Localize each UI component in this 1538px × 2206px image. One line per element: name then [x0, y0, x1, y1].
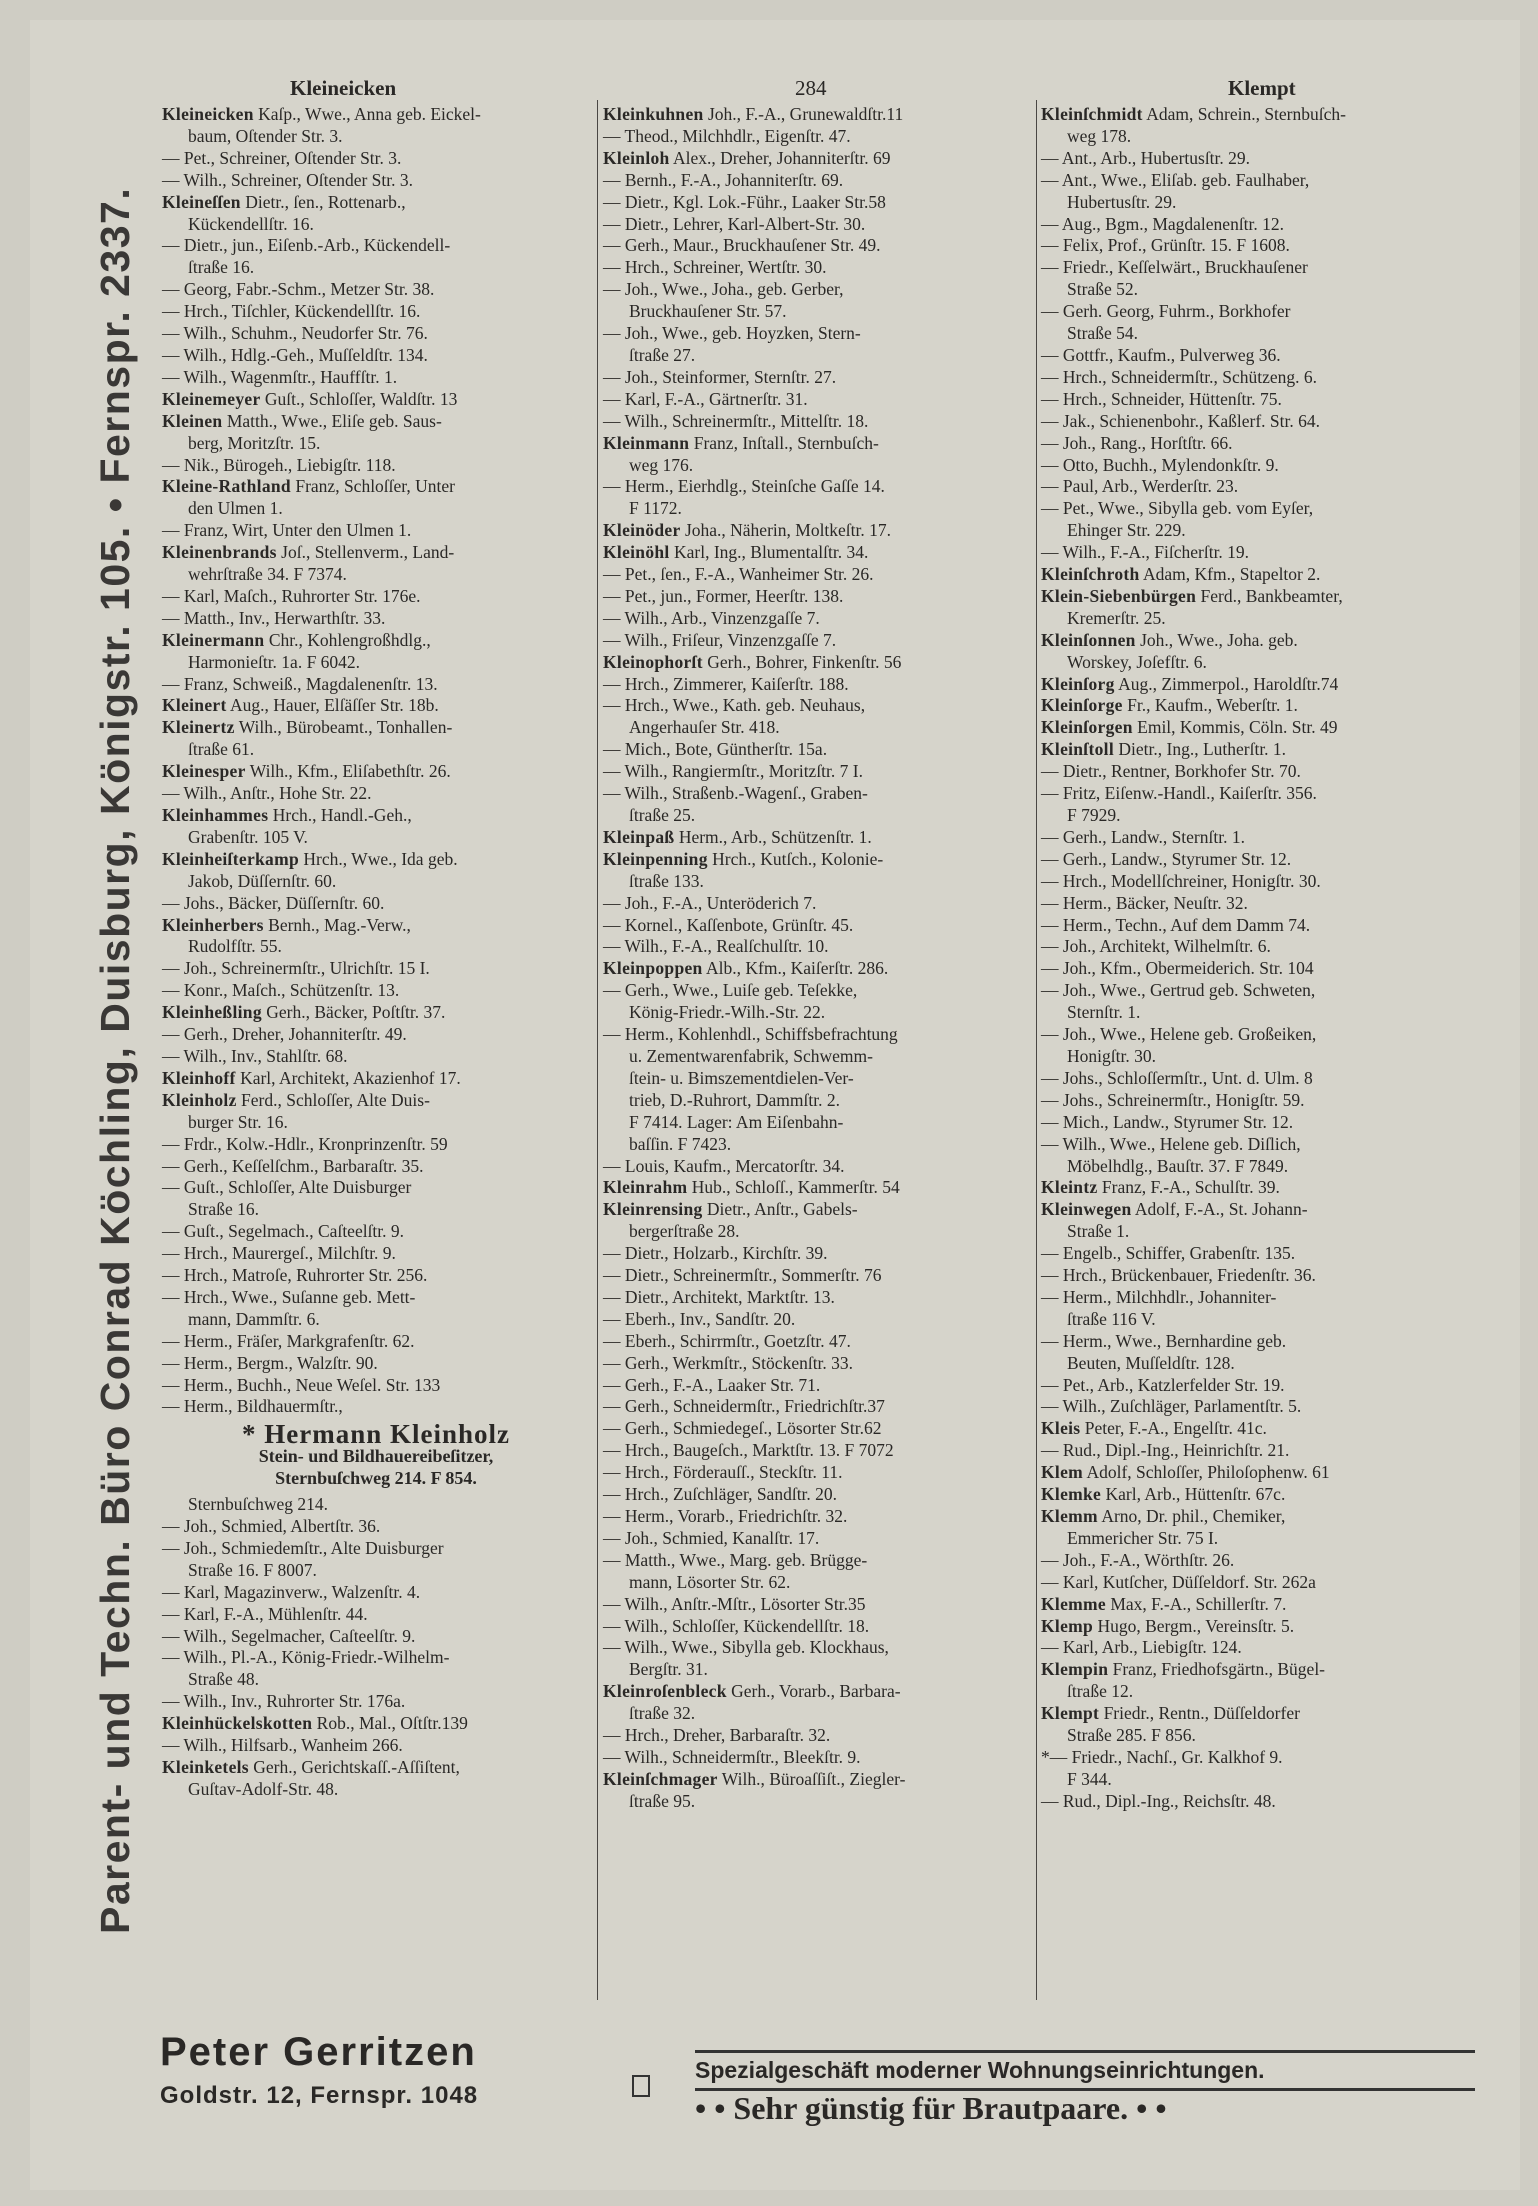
directory-subentry: — Gerh., Werkmſtr., Stöckenſtr. 33.: [603, 1352, 854, 1373]
directory-subentry: — Johs., Schloſſermſtr., Unt. d. Ulm. 8: [1041, 1067, 1313, 1088]
directory-subentry: — Hrch., Baugeſch., Marktſtr. 13. F 7072: [603, 1440, 894, 1461]
entry-surname: Kleinöder: [603, 520, 681, 541]
directory-entry: Klein-Siebenbürgen Ferd., Bankbeamter,: [1041, 585, 1343, 606]
directory-subentry: — Matth., Inv., Herwarthſtr. 33.: [162, 607, 386, 628]
entry-continuation: Straße 16. F 8007.: [188, 1559, 317, 1580]
directory-subentry: — Wilh., Rangiermſtr., Moritzſtr. 7 I.: [603, 761, 863, 782]
entry-surname: Kleinpoppen: [603, 958, 703, 979]
entry-surname: Kleinertz: [162, 717, 235, 738]
directory-subentry: — Jak., Schienenbohr., Kaßlerf. Str. 64.: [1041, 410, 1320, 431]
directory-subentry: — Hrch., Zuſchläger, Sandſtr. 20.: [603, 1484, 838, 1505]
directory-subentry: — Guſt., Segelmach., Caſteelſtr. 9.: [162, 1221, 405, 1242]
directory-subentry: — Wilh., Segelmacher, Caſteelſtr. 9.: [162, 1625, 416, 1646]
entry-surname: Kleinloh: [603, 147, 670, 168]
entry-surname: Kleinſorg: [1041, 673, 1115, 694]
entry-continuation: Harmonieſtr. 1a. F 6042.: [188, 651, 361, 672]
directory-subentry: — Herm., Wwe., Bernhardine geb.: [1041, 1330, 1287, 1351]
directory-subentry: — Wilh., Wwe., Helene geb. Diſlich,: [1041, 1133, 1301, 1154]
directory-subentry: — Joh., Schmiedemſtr., Alte Duisburger: [162, 1537, 444, 1558]
logo-icon: [632, 2075, 650, 2097]
entry-continuation: Beuten, Muſſeldſtr. 128.: [1067, 1352, 1235, 1373]
advertiser-slogan: • • Sehr günstig für Brautpaare. • •: [695, 2090, 1167, 2126]
entry-continuation: Kremerſtr. 25.: [1067, 607, 1166, 628]
directory-subentry: — Nik., Bürogeh., Liebigſtr. 118.: [162, 454, 396, 475]
directory-subentry: — Wilh., F.-A., Realſchulſtr. 10.: [603, 936, 829, 957]
directory-subentry: — Gerh., Schmiedegeſ., Lösorter Str.62: [603, 1418, 882, 1439]
directory-entry: Kleinloh Alex., Dreher, Johanniterſtr. 69: [603, 147, 891, 168]
directory-subentry: — Johs., Bäcker, Düſſernſtr. 60.: [162, 892, 385, 913]
directory-entry: Kleinrahm Hub., Schloſſ., Kammerſtr. 54: [603, 1177, 900, 1198]
directory-subentry: — Otto, Buchh., Mylendonkſtr. 9.: [1041, 454, 1279, 475]
directory-entry: Kleinſorgen Emil, Kommis, Cöln. Str. 49: [1041, 717, 1338, 738]
directory-subentry: — Eberh., Schirrmſtr., Goetzſtr. 47.: [603, 1330, 851, 1351]
column-divider: [1036, 100, 1037, 2000]
directory-subentry: — Hrch., Dreher, Barbaraſtr. 32.: [603, 1725, 831, 1746]
directory-entry: Kleinesper Wilh., Kfm., Eliſabethſtr. 26.: [162, 761, 451, 782]
entry-surname: Kleinroſenbleck: [603, 1681, 727, 1702]
directory-entry: Kleinſchroth Adam, Kfm., Stapeltor 2.: [1041, 564, 1321, 585]
entry-continuation: Hubertusſtr. 29.: [1067, 191, 1177, 212]
directory-subentry: — Hrch., Matroſe, Ruhrorter Str. 256.: [162, 1265, 428, 1286]
entry-continuation: Straße 1.: [1067, 1221, 1130, 1242]
advertiser-specialty: Spezialgeschäft moderner Wohnungseinrichtungen.: [695, 2050, 1475, 2091]
directory-entry: Kleinſchmidt Adam, Schrein., Sternbuſch-: [1041, 104, 1346, 124]
directory-subentry: — Pet., jun., Former, Heerſtr. 138.: [603, 585, 844, 606]
directory-subentry: — Ant., Arb., Hubertusſtr. 29.: [1041, 147, 1251, 168]
entry-continuation: ſtraße 12.: [1067, 1681, 1134, 1702]
directory-subentry: — Joh., F.-A., Wörthſtr. 26.: [1041, 1549, 1235, 1570]
entry-continuation: ſtraße 133.: [629, 870, 704, 891]
directory-entry: Kleinen Matth., Wwe., Eliſe geb. Saus-: [162, 410, 442, 431]
directory-subentry: — Guſt., Schloſſer, Alte Duisburger: [162, 1177, 412, 1198]
directory-subentry: — Gerh., Dreher, Johanniterſtr. 49.: [162, 1024, 407, 1045]
entry-continuation: Honigſtr. 30.: [1067, 1045, 1156, 1066]
advertisement-line: * Hermann Kleinholz: [242, 1419, 510, 1450]
directory-subentry: — Herm., Fräſer, Markgrafenſtr. 62.: [162, 1330, 415, 1351]
directory-subentry: — Hrch., Wwe., Suſanne geb. Mett-: [162, 1286, 416, 1307]
directory-entry: Kleinſonnen Joh., Wwe., Joha. geb.: [1041, 629, 1298, 650]
directory-subentry: — Wilh., Pl.-A., König-Friedr.-Wilhelm-: [162, 1647, 450, 1668]
side-advertisement: Parent- und Techn. Büro Conrad Köchling, Duisburg, Königstr. 105. • Fernspr. 2337.: [92, 186, 138, 1934]
directory-subentry: — Hrch., Schneidermſtr., Schützeng. 6.: [1041, 366, 1318, 387]
directory-entry: Kleinertz Wilh., Bürobeamt., Tonhallen-: [162, 717, 453, 738]
entry-surname: Kleinmann: [603, 432, 690, 453]
directory-subentry: — Aug., Bgm., Magdalenenſtr. 12.: [1041, 213, 1285, 234]
directory-subentry: — Joh., Architekt, Wilhelmſtr. 6.: [1041, 936, 1271, 957]
entry-surname: Kleinöhl: [603, 542, 670, 563]
entry-surname: Klemke: [1041, 1484, 1102, 1505]
directory-entry: Kleinpaß Herm., Arb., Schützenſtr. 1.: [603, 826, 872, 847]
entry-surname: Kleinſonnen: [1041, 629, 1136, 650]
directory-entry: Kleinrensing Dietr., Anſtr., Gabels-: [603, 1199, 858, 1220]
directory-subentry: — Hrch., Maurergeſ., Milchſtr. 9.: [162, 1243, 396, 1264]
directory-subentry: — Gerh., Wwe., Luiſe geb. Teſekke,: [603, 980, 858, 1001]
entry-surname: Kleinhammes: [162, 805, 269, 825]
entry-continuation: ſtraße 25.: [629, 805, 696, 825]
page-number: 284: [795, 76, 827, 100]
entry-continuation: Bergſtr. 31.: [629, 1659, 708, 1680]
entry-continuation: Jakob, Düſſernſtr. 60.: [188, 870, 337, 891]
directory-subentry: — Wilh., Hilfsarb., Wanheim 266.: [162, 1735, 403, 1756]
directory-subentry: — Gerh., Maur., Bruckhauſener Str. 49.: [603, 235, 881, 256]
directory-subentry: — Herm., Buchh., Neue Weſel. Str. 133: [162, 1374, 441, 1395]
entry-continuation: F 7414. Lager: Am Eiſenbahn-: [629, 1111, 844, 1132]
entry-surname: Kleinſchmidt: [1041, 104, 1143, 124]
directory-entry: Kleinpenning Hrch., Kutſch., Kolonie-: [603, 848, 884, 869]
entry-continuation: mann, Dammſtr. 6.: [188, 1308, 320, 1329]
directory-subentry: — Karl, Magazinverw., Walzenſtr. 4.: [162, 1581, 421, 1602]
directory-subentry: — Wilh., Schreiner, Oſtender Str. 3.: [162, 169, 414, 190]
directory-entry: Klem Adolf, Schloſſer, Philoſophenw. 61: [1041, 1462, 1330, 1483]
directory-entry: Kleinſtoll Dietr., Ing., Lutherſtr. 1.: [1041, 739, 1287, 760]
entry-continuation: Straße 52.: [1067, 279, 1138, 300]
directory-subentry: — Joh., Schmied, Albertſtr. 36.: [162, 1516, 381, 1536]
directory-subentry: — Pet., Schreiner, Oſtender Str. 3.: [162, 147, 402, 168]
directory-entry: Kleinroſenbleck Gerh., Vorarb., Barbara-: [603, 1681, 901, 1702]
entry-continuation: ſtraße 27.: [629, 344, 696, 365]
inline-advertisement: [162, 1419, 590, 1490]
directory-subentry: — Dietr., Kgl. Lok.-Führ., Laaker Str.58: [603, 191, 886, 212]
entry-surname: Kleinkuhnen: [603, 104, 704, 124]
entry-continuation: weg 176.: [629, 454, 694, 475]
directory-subentry: — Gerh., Schneidermſtr., Friedrichſtr.37: [603, 1396, 885, 1417]
directory-entry: Kleinemeyer Guſt., Schloſſer, Waldſtr. 13: [162, 388, 458, 409]
entry-continuation: bergerſtraße 28.: [629, 1221, 740, 1242]
directory-entry: Kleintz Franz, F.-A., Schulſtr. 39.: [1041, 1177, 1280, 1198]
entry-continuation: F 1172.: [629, 498, 682, 519]
directory-subentry: — Dietr., Schreinermſtr., Sommerſtr. 76: [603, 1265, 882, 1286]
entry-continuation: baum, Oſtender Str. 3.: [188, 125, 343, 146]
directory-subentry: — Wilh., F.-A., Fiſcherſtr. 19.: [1041, 542, 1250, 563]
directory-subentry: — Dietr., Rentner, Borkhofer Str. 70.: [1041, 761, 1301, 782]
entry-surname: Kleinſorgen: [1041, 717, 1133, 738]
directory-entry: Klemke Karl, Arb., Hüttenſtr. 67c.: [1041, 1484, 1286, 1505]
entry-surname: Kleis: [1041, 1418, 1081, 1439]
entry-surname: Kleinert: [162, 695, 227, 716]
column-1: [162, 104, 590, 1801]
directory-subentry: — Wilh., Schneidermſtr., Bleekſtr. 9.: [603, 1746, 861, 1767]
directory-entry: Kleinkuhnen Joh., F.-A., Grunewaldſtr.11: [603, 104, 904, 124]
directory-subentry: — Gerh., Landw., Sternſtr. 1.: [1041, 826, 1245, 847]
directory-subentry: — Wilh., Schreinermſtr., Mittelſtr. 18.: [603, 410, 869, 431]
entry-surname: Kleinwegen: [1041, 1199, 1132, 1220]
directory-subentry: — Gerh., Keſſelſchm., Barbaraſtr. 35.: [162, 1155, 424, 1176]
entry-surname: Kleintz: [1041, 1177, 1098, 1198]
directory-subentry: — Joh., Schreinermſtr., Ulrichſtr. 15 I.: [162, 958, 430, 979]
directory-subentry: — Karl, Kutſcher, Düſſeldorf. Str. 262a: [1041, 1571, 1316, 1592]
entry-surname: Klem: [1041, 1462, 1084, 1483]
entry-surname: Kleinenbrands: [162, 542, 277, 563]
directory-subentry: — Karl, F.-A., Mühlenſtr. 44.: [162, 1603, 368, 1624]
directory-subentry: — Kornel., Kaſſenbote, Grünſtr. 45.: [603, 914, 854, 935]
entry-continuation: Kückendellſtr. 16.: [188, 213, 314, 234]
directory-subentry: — Herm., Bäcker, Neuſtr. 32.: [1041, 892, 1248, 913]
entry-continuation: Sternbuſchweg 214.: [188, 1494, 328, 1515]
directory-entry: Klemp Hugo, Bergm., Vereinsſtr. 5.: [1041, 1615, 1295, 1636]
directory-subentry: — Wilh., Friſeur, Vinzenzgaſſe 7.: [603, 629, 837, 650]
directory-subentry: — Dietr., jun., Eiſenb.-Arb., Kückendell-: [162, 235, 451, 256]
entry-surname: Klemm: [1041, 1506, 1098, 1526]
directory-subentry: — Karl, F.-A., Gärtnerſtr. 31.: [603, 388, 808, 409]
directory-subentry: — Fritz, Eiſenw.-Handl., Kaiſerſtr. 356.: [1041, 783, 1317, 804]
directory-entry: Kleinſchmager Wilh., Büroaſſiſt., Ziegler-: [603, 1768, 906, 1789]
entry-continuation: burger Str. 16.: [188, 1111, 288, 1132]
entry-continuation: weg 178.: [1067, 125, 1132, 146]
directory-entry: Kleinenbrands Joſ., Stellenverm., Land-: [162, 542, 455, 563]
directory-subentry: — Joh., Wwe., Gertrud geb. Schweten,: [1041, 980, 1316, 1001]
directory-subentry: — Joh., Kfm., Obermeiderich. Str. 104: [1041, 958, 1314, 979]
directory-entry: Kleinermann Chr., Kohlengroßhdlg.,: [162, 629, 431, 650]
directory-subentry: — Konr., Maſch., Schützenſtr. 13.: [162, 980, 400, 1001]
directory-subentry: — Herm., Vorarb., Friedrichſtr. 32.: [603, 1506, 848, 1526]
directory-subentry: — Hrch., Tiſchler, Kückendellſtr. 16.: [162, 301, 421, 322]
entry-continuation: Emmericher Str. 75 I.: [1067, 1527, 1219, 1548]
directory-subentry: — Wilh., Hdlg.-Geh., Muſſeldſtr. 134.: [162, 344, 428, 365]
directory-subentry: — Ant., Wwe., Eliſab. geb. Faulhaber,: [1041, 169, 1310, 190]
directory-subentry: — Dietr., Holzarb., Kirchſtr. 39.: [603, 1243, 828, 1264]
column-divider: [597, 100, 598, 2000]
entry-continuation: F 7929.: [1067, 805, 1121, 825]
directory-subentry: — Wilh., Inv., Ruhrorter Str. 176a.: [162, 1691, 406, 1712]
entry-continuation: Straße 54.: [1067, 323, 1138, 344]
entry-surname: Kleinophorſt: [603, 651, 703, 672]
directory-subentry: — Paul, Arb., Werderſtr. 23.: [1041, 476, 1239, 497]
directory-entry: Kleinſorg Aug., Zimmerpol., Haroldſtr.74: [1041, 673, 1339, 694]
entry-surname: Kleinermann: [162, 629, 265, 650]
directory-entry: Kleineſſen Dietr., ſen., Rottenarb.,: [162, 191, 406, 212]
directory-subentry: — Wilh., Inv., Stahlſtr. 68.: [162, 1045, 348, 1066]
entry-surname: Kleinrensing: [603, 1199, 703, 1220]
directory-subentry: — Pet., Wwe., Sibylla geb. vom Eyſer,: [1041, 498, 1314, 519]
entry-continuation: König-Friedr.-Wilh.-Str. 22.: [629, 1002, 826, 1023]
directory-subentry: — Hrch., Modellſchreiner, Honigſtr. 30.: [1041, 870, 1321, 891]
directory-subentry: — Friedr., Keſſelwärt., Bruckhauſener: [1041, 257, 1308, 278]
directory-entry: Kleine-Rathland Franz, Schloſſer, Unter: [162, 476, 456, 497]
directory-subentry: — Herm., Bildhauermſtr.,: [162, 1396, 343, 1417]
directory-subentry: — Mich., Landw., Styrumer Str. 12.: [1041, 1111, 1294, 1132]
directory-entry: Klempt Friedr., Rentn., Düſſeldorfer: [1041, 1703, 1300, 1724]
directory-subentry: — Hrch., Schneider, Hüttenſtr. 75.: [1041, 388, 1282, 409]
advertiser-name: Peter Gerritzen: [160, 2030, 477, 2074]
entry-surname: Kleinherbers: [162, 914, 264, 935]
entry-surname: Kleinſorge: [1041, 695, 1123, 716]
entry-continuation: Bruckhauſener Str. 57.: [629, 301, 787, 322]
entry-surname: Kleinſchmager: [603, 1768, 718, 1789]
directory-entry: Kleinöder Joha., Näherin, Moltkeſtr. 17.: [603, 520, 892, 541]
directory-subentry: — Johs., Schreinermſtr., Honigſtr. 59.: [1041, 1089, 1305, 1110]
directory-entry: Klemm Arno, Dr. phil., Chemiker,: [1041, 1506, 1286, 1526]
directory-subentry: — Wilh., Anſtr.-Mſtr., Lösorter Str.35: [603, 1593, 866, 1614]
directory-entry: Kleinpoppen Alb., Kfm., Kaiſerſtr. 286.: [603, 958, 889, 979]
advertisement-line: Stein- und Bildhauereibeſitzer,: [258, 1446, 494, 1467]
directory-subentry: — Rud., Dipl.-Ing., Reichsſtr. 48.: [1041, 1790, 1276, 1811]
entry-surname: Kleinesper: [162, 761, 246, 782]
entry-surname: Klein-Siebenbürgen: [1041, 585, 1197, 606]
entry-surname: Klempin: [1041, 1659, 1109, 1680]
directory-subentry: *— Friedr., Nachſ., Gr. Kalkhof 9.: [1041, 1746, 1283, 1767]
entry-continuation: Sternſtr. 1.: [1067, 1002, 1141, 1023]
entry-surname: Kleinheßling: [162, 1002, 262, 1023]
directory-subentry: — Herm., Techn., Auf dem Damm 74.: [1041, 914, 1311, 935]
directory-subentry: — Franz, Schweiß., Magdalenenſtr. 13.: [162, 673, 438, 694]
directory-subentry: — Dietr., Architekt, Marktſtr. 13.: [603, 1286, 835, 1307]
entry-surname: Kleine-Rathland: [162, 476, 291, 497]
directory-subentry: — Engelb., Schiffer, Grabenſtr. 135.: [1041, 1243, 1296, 1264]
entry-surname: Kleinketels: [162, 1756, 249, 1777]
entry-surname: Klemp: [1041, 1615, 1094, 1636]
directory-entry: Kleinketels Gerh., Gerichtskaſſ.-Aſſiſtent,: [162, 1756, 460, 1777]
directory-subentry: — Eberh., Inv., Sandſtr. 20.: [603, 1308, 796, 1329]
entry-surname: Kleinholz: [162, 1089, 237, 1110]
entry-continuation: Rudolfſtr. 55.: [188, 936, 282, 957]
entry-continuation: ſtraße 61.: [188, 739, 255, 760]
entry-surname: Kleinemeyer: [162, 388, 261, 409]
directory-subentry: — Hrch., Förderauſſ., Steckſtr. 11.: [603, 1462, 843, 1483]
entry-continuation: Grabenſtr. 105 V.: [188, 826, 308, 847]
directory-subentry: — Georg, Fabr.-Schm., Metzer Str. 38.: [162, 279, 435, 300]
directory-subentry: — Gottfr., Kaufm., Pulverweg 36.: [1041, 344, 1281, 365]
directory-subentry: — Wilh., Schuhm., Neudorfer Str. 76.: [162, 323, 428, 344]
directory-subentry: — Dietr., Lehrer, Karl-Albert-Str. 30.: [603, 213, 866, 234]
directory-entry: Kleinhoff Karl, Architekt, Akazienhof 17.: [162, 1067, 461, 1088]
entry-continuation: ſtraße 32.: [629, 1703, 696, 1724]
directory-entry: Kleis Peter, F.-A., Engelſtr. 41c.: [1041, 1418, 1267, 1439]
directory-entry: Kleinheiſterkamp Hrch., Wwe., Ida geb.: [162, 848, 458, 869]
directory-subentry: — Gerh., Landw., Styrumer Str. 12.: [1041, 848, 1292, 869]
entry-surname: Kleinſtoll: [1041, 739, 1114, 760]
directory-subentry: — Louis, Kaufm., Mercatorſtr. 34.: [603, 1155, 845, 1176]
advertiser-address: Goldstr. 12, Fernspr. 1048: [160, 2082, 479, 2109]
directory-entry: Klempin Franz, Friedhofsgärtn., Bügel-: [1041, 1659, 1326, 1680]
column-2: [603, 104, 1033, 1813]
footer-advertisement: [160, 2020, 1480, 2126]
entry-surname: Kleinheiſterkamp: [162, 848, 300, 869]
directory-entry: Kleinophorſt Gerh., Bohrer, Finkenſtr. 56: [603, 651, 902, 672]
directory-entry: Klemme Max, F.-A., Schillerſtr. 7.: [1041, 1593, 1287, 1614]
directory-subentry: — Rud., Dipl.-Ing., Heinrichſtr. 21.: [1041, 1440, 1290, 1461]
directory-subentry: — Theod., Milchhdlr., Eigenſtr. 47.: [603, 125, 851, 146]
directory-entry: Kleinöhl Karl, Ing., Blumentalſtr. 34.: [603, 542, 869, 563]
entry-continuation: Straße 48.: [188, 1669, 259, 1690]
column-3: [1041, 104, 1477, 1813]
directory-subentry: — Hrch., Zimmerer, Kaiſerſtr. 188.: [603, 673, 849, 694]
directory-subentry: — Wilh., Straßenb.-Wagenſ., Graben-: [603, 783, 868, 804]
entry-surname: Klemme: [1041, 1593, 1106, 1614]
entry-surname: Kleinrahm: [603, 1177, 688, 1198]
entry-surname: Kleinhückelskotten: [162, 1713, 313, 1734]
directory-subentry: — Felix, Prof., Grünſtr. 15. F 1608.: [1041, 235, 1290, 256]
entry-continuation: F 344.: [1067, 1768, 1112, 1789]
directory-subentry: — Joh., Wwe., Helene geb. Großeiken,: [1041, 1024, 1317, 1045]
directory-entry: Kleinherbers Bernh., Mag.-Verw.,: [162, 914, 411, 935]
entry-continuation: Straße 285. F 856.: [1067, 1725, 1196, 1746]
directory-subentry: — Gerh., F.-A., Laaker Str. 71.: [603, 1374, 821, 1395]
entry-continuation: ſtraße 116 V.: [1067, 1308, 1156, 1329]
directory-subentry: — Hrch., Schreiner, Wertſtr. 30.: [603, 257, 827, 278]
entry-surname: Kleineicken: [162, 104, 254, 124]
entry-continuation: Worskey, Joſefſtr. 6.: [1067, 651, 1207, 672]
entry-surname: Kleinen: [162, 410, 223, 431]
directory-entry: Kleineicken Kaſp., Wwe., Anna geb. Eickel-: [162, 104, 481, 124]
entry-continuation: wehrſtraße 34. F 7374.: [188, 564, 347, 585]
directory-subentry: — Franz, Wirt, Unter den Ulmen 1.: [162, 520, 412, 541]
directory-subentry: — Mich., Bote, Güntherſtr. 15a.: [603, 739, 828, 760]
entry-continuation: Angerhauſer Str. 418.: [629, 717, 780, 738]
directory-subentry: — Pet., ſen., F.-A., Wanheimer Str. 26.: [603, 564, 874, 585]
entry-continuation: Straße 16.: [188, 1199, 259, 1220]
entry-continuation: den Ulmen 1.: [188, 498, 283, 519]
directory-subentry: — Wilh., Wwe., Sibylla geb. Klockhaus,: [603, 1637, 889, 1658]
entry-continuation: trieb, D.-Ruhrort, Dammſtr. 2.: [629, 1089, 840, 1110]
directory-subentry: — Joh., Wwe., geb. Hoyzken, Stern-: [603, 323, 861, 344]
directory-subentry: — Bernh., F.-A., Johanniterſtr. 69.: [603, 169, 844, 190]
entry-surname: Kleinpenning: [603, 848, 708, 869]
directory-entry: Kleinholz Ferd., Schloſſer, Alte Duis-: [162, 1089, 430, 1110]
entry-continuation: u. Zementwarenfabrik, Schwemm-: [629, 1045, 873, 1066]
directory-subentry: — Wilh., Anſtr., Hohe Str. 22.: [162, 783, 372, 804]
directory-entry: Kleinſorge Fr., Kaufm., Weberſtr. 1.: [1041, 695, 1298, 716]
entry-continuation: ſtraße 16.: [188, 257, 255, 278]
entry-surname: Kleinſchroth: [1041, 564, 1140, 585]
advertisement-line: Sternbuſchweg 214. F 854.: [275, 1468, 477, 1489]
entry-surname: Klempt: [1041, 1703, 1100, 1724]
directory-entry: Kleinmann Franz, Inſtall., Sternbuſch-: [603, 432, 879, 453]
entry-surname: Kleineſſen: [162, 191, 241, 212]
directory-entry: Kleinhammes Hrch., Handl.-Geh.,: [162, 805, 412, 825]
header-first-entry: Kleineicken: [290, 76, 397, 100]
directory-subentry: — Herm., Milchhdlr., Johanniter-: [1041, 1286, 1277, 1307]
entry-surname: Kleinpaß: [603, 826, 675, 847]
entry-continuation: Ehinger Str. 229.: [1067, 520, 1186, 541]
directory-subentry: — Gerh. Georg, Fuhrm., Borkhofer: [1041, 301, 1291, 322]
directory-subentry: — Herm., Eierhdlg., Steinſche Gaſſe 14.: [603, 476, 885, 497]
entry-surname: Kleinhoff: [162, 1067, 236, 1088]
directory-subentry: — Herm., Kohlenhdl., Schiffsbefrachtung: [603, 1024, 898, 1045]
entry-continuation: berg, Moritzſtr. 15.: [188, 432, 321, 453]
entry-continuation: ſtein- u. Bimszementdielen-Ver-: [629, 1067, 854, 1088]
entry-continuation: baſſin. F 7423.: [629, 1133, 732, 1154]
entry-continuation: mann, Lösorter Str. 62.: [629, 1571, 791, 1592]
directory-subentry: — Wilh., Zuſchläger, Parlamentſtr. 5.: [1041, 1396, 1302, 1417]
entry-continuation: ſtraße 95.: [629, 1790, 696, 1811]
directory-subentry: — Hrch., Brückenbauer, Friedenſtr. 36.: [1041, 1265, 1316, 1286]
directory-subentry: — Joh., Wwe., Joha., geb. Gerber,: [603, 279, 844, 300]
directory-subentry: — Hrch., Wwe., Kath. geb. Neuhaus,: [603, 695, 866, 716]
directory-subentry: — Joh., Rang., Horſtſtr. 66.: [1041, 432, 1233, 453]
directory-subentry: — Karl, Maſch., Ruhrorter Str. 176e.: [162, 585, 421, 606]
directory-entry: Kleinhückelskotten Rob., Mal., Oſtſtr.139: [162, 1713, 468, 1734]
directory-subentry: — Karl, Arb., Liebigſtr. 124.: [1041, 1637, 1242, 1658]
directory-subentry: — Matth., Wwe., Marg. geb. Brügge-: [603, 1549, 868, 1570]
directory-subentry: — Wilh., Arb., Vinzenzgaſſe 7.: [603, 607, 820, 628]
directory-subentry: — Wilh., Wagenmſtr., Hauffſtr. 1.: [162, 366, 398, 387]
directory-subentry: — Joh., F.-A., Unteröderich 7.: [603, 892, 817, 913]
directory-entry: Kleinert Aug., Hauer, Elſäſſer Str. 18b.: [162, 695, 439, 716]
directory-entry: Kleinheßling Gerh., Bäcker, Poſtſtr. 37.: [162, 1002, 446, 1023]
directory-subentry: — Herm., Bergm., Walzſtr. 90.: [162, 1352, 378, 1373]
entry-continuation: Möbelhdlg., Bauſtr. 37. F 7849.: [1067, 1155, 1289, 1176]
directory-subentry: — Frdr., Kolw.-Hdlr., Kronprinzenſtr. 59: [162, 1133, 448, 1154]
header-last-entry: Klempt: [1228, 76, 1296, 100]
directory-subentry: — Pet., Arb., Katzlerfelder Str. 19.: [1041, 1374, 1285, 1395]
directory-subentry: — Wilh., Schloſſer, Kückendellſtr. 18.: [603, 1615, 870, 1636]
directory-subentry: — Joh., Schmied, Kanalſtr. 17.: [603, 1527, 820, 1548]
entry-continuation: Guſtav-Adolf-Str. 48.: [188, 1778, 339, 1799]
directory-entry: Kleinwegen Adolf, F.-A., St. Johann-: [1041, 1199, 1308, 1220]
directory-subentry: — Joh., Steinformer, Sternſtr. 27.: [603, 366, 837, 387]
